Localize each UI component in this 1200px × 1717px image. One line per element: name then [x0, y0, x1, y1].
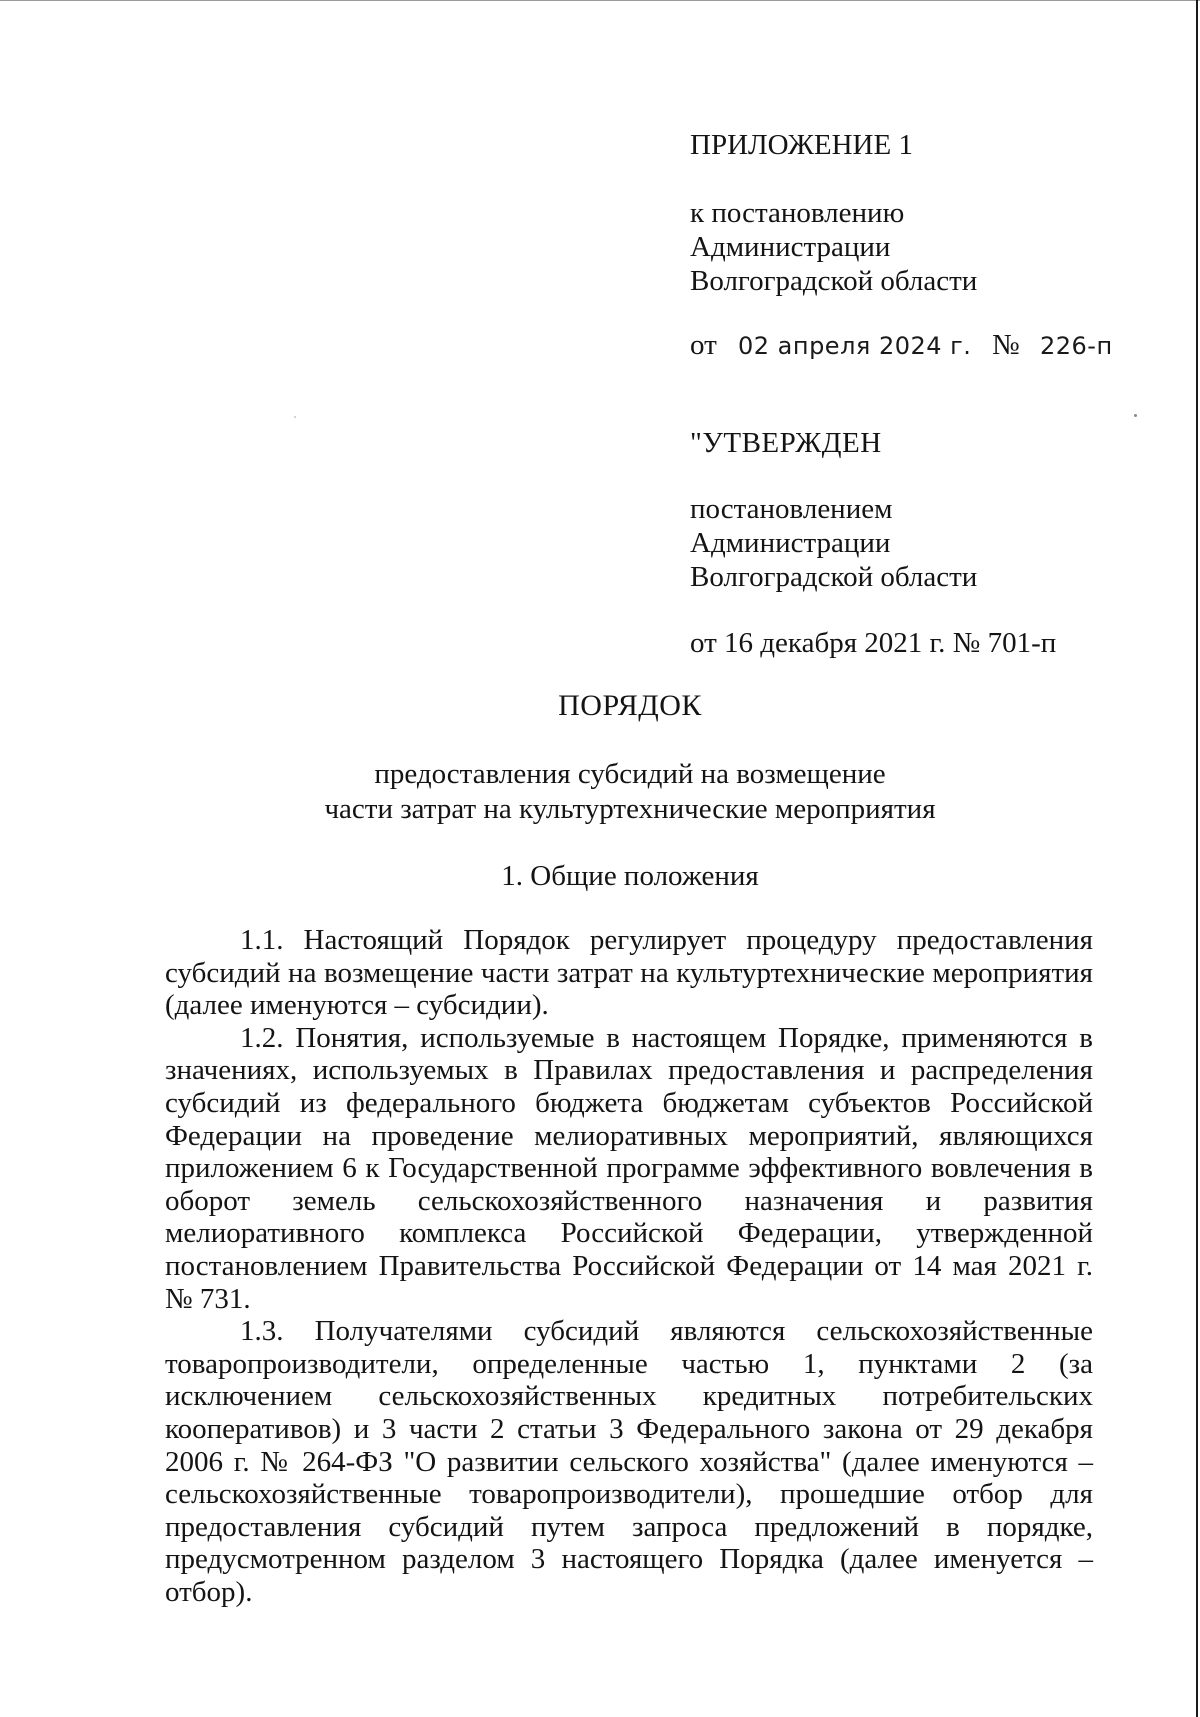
document-title: ПОРЯДОК: [558, 689, 702, 722]
subtitle-line: части затрат на культуртехнические мероприятия: [324, 793, 936, 825]
paragraph: 1.3. Получателями субсидий являются сельскохозяйственные товаропроизводители, определенные частью 1, пунктами 2 (за исключением сельскохозяйственных кредитных потребительских кооперативов) и 3 части 2 статьи 3 Федерального закона от 29 декабря 2006 г. № 264-ФЗ "О развитии сельского хозяйства" (далее именуются – сельскохозяйственные товаропроизводители), прошедшие отбор для предоставления субсидий путем запроса предложений в порядке, предусмотренном разделом 3 настоящего Порядка (далее именуется – отбор).: [165, 1315, 1093, 1608]
approved-title: "УТВЕРЖДЕН: [690, 427, 882, 459]
paragraph: 1.1. Настоящий Порядок регулирует процедуру предоставления субсидий на возмещение части затрат на культуртехнические мероприятия (далее именуются – субсидии).: [165, 924, 1093, 1022]
approved-reference: от 16 декабря 2021 г. № 701-п: [690, 627, 1057, 659]
scan-speck: [294, 416, 296, 418]
ref-prefix: от: [690, 329, 717, 361]
subtitle-line: предоставления субсидий на возмещение: [374, 758, 886, 790]
appendix-line: к постановлению: [690, 197, 905, 229]
appendix-recipient: [690, 196, 977, 298]
appendix-reference: [690, 328, 1113, 363]
appendix-line: Волгоградской области: [690, 265, 978, 297]
approved-line: Администрации: [690, 527, 891, 559]
appendix-title: ПРИЛОЖЕНИЕ 1: [690, 129, 913, 161]
scan-top-edge: [0, 0, 1200, 1]
approved-authority: [690, 492, 977, 594]
ref-date: 02 апреля 2024 г.: [738, 332, 972, 360]
approved-line: Волгоградской области: [690, 561, 978, 593]
approved-line: постановлением: [690, 493, 893, 525]
appendix-line: Администрации: [690, 231, 891, 263]
scan-speck: [1134, 414, 1137, 417]
paragraph: 1.2. Понятия, используемые в настоящем Порядке, применяются в значениях, используемых в Правилах предоставления и распределения субсидий из федерального бюджета бюджетам субъектов Российской Федерации на проведение мелиоративных мероприятий, являющихся приложением 6 к Государственной программе эффективного вовлечения в оборот земель сельскохозяйственного назначения и развития мелиоративного комплекса Российской Федерации, утвержденной постановлением Правительства Российской Федерации от 14 мая 2021 г. № 731.: [165, 1021, 1093, 1315]
ref-number-sign: №: [992, 329, 1020, 361]
document-body: [165, 924, 1093, 1608]
section-title: 1. Общие положения: [501, 860, 759, 892]
ref-number: 226-п: [1040, 332, 1113, 360]
document-subtitle: [0, 757, 1200, 827]
